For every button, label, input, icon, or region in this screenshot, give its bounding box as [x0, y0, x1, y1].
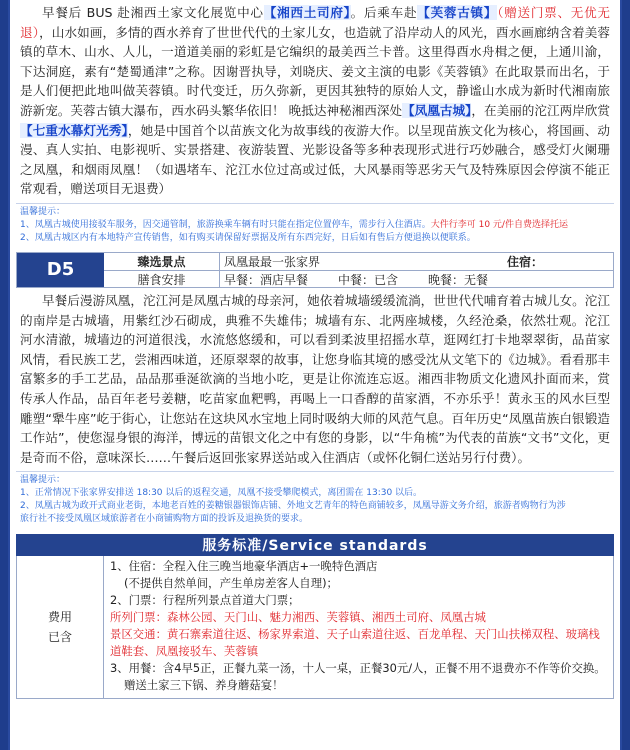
- ticket-list-label: 所列门票：: [110, 610, 167, 625]
- tip-line: 2、凤凰古城为政开式商业老街，本地老百姓的姜糖银器银饰店铺、外地文艺青年的特色商铺较多，凤凰导游文务介绍，旅游者购物行为涉: [20, 501, 566, 512]
- tips-block-2: [16, 471, 614, 530]
- lunch-value: 中餐：已含: [338, 272, 399, 287]
- fee-label-line1: 费用: [47, 610, 72, 625]
- day-badge: D5: [17, 253, 104, 287]
- tip-line: [20, 219, 610, 232]
- highlight-light-show: 【七重水幕灯光秀】: [20, 122, 128, 138]
- spots-label: 臻选景点: [104, 253, 220, 270]
- ticket-list-value: 森林公园、天门山、魅力湘西、芙蓉镇、湘西土司府、凤凰古城: [166, 610, 486, 625]
- highlight-furong-town: 【芙蓉古镇】: [417, 5, 498, 20]
- fee-item-meals: 3、用餐：含4早5正，正餐九菜一汤，十人一桌，正餐30元/人，正餐不用不退费亦不作等价交换。: [110, 661, 606, 676]
- tips-title: 温馨提示：: [20, 475, 66, 486]
- tips-title: 温馨提示：: [20, 206, 66, 217]
- day5-info-grid: [104, 253, 613, 287]
- fee-item-hotel-note: (不提供自然单间，产生单房差客人自理)；: [124, 576, 338, 591]
- highlight-fenghuang: 【凤凰古城】: [402, 102, 472, 118]
- fee-item-hotel: 1、住宿：全程入住三晚当地豪华酒店+一晚特色酒店: [110, 559, 378, 574]
- meals-label: 膳食安排: [104, 271, 220, 288]
- fee-label: [17, 556, 104, 698]
- fee-item-transport: [110, 626, 607, 660]
- tip-luggage: 大件行李可 10 元/件自费选择托运: [430, 219, 568, 230]
- fee-label-line2: 已含: [47, 630, 72, 645]
- day5-header: [16, 252, 614, 288]
- tips-block-1: [16, 203, 614, 249]
- tip-text: 1、凤凰古城使用接驳车服务，因交通管制，旅游换乘车辆有时只能在指定位置停车，需步行入住酒店。: [20, 219, 431, 230]
- transport-value: 黄石寨索道往返、杨家界索道、天子山索道往返、百龙单程、天门山扶梯双程、玻璃栈道鞋套、凤凰接驳车、芙蓉镇: [110, 627, 600, 659]
- text-segment: 早餐后 BUS 赴湘西土家文化展览中心: [42, 5, 264, 20]
- text-segment: ，山水如画，多情的酉水养育了世世代代的土家儿女，也造就了沿岸动人的风光，酉水画廊纳含着美蓉镇的草木、山水、人儿，一道道美丽的彩虹是它编织的最美西兰卡普。这里得酉水舟楫之便，上通川渝，下达洞庭，素有“楚蜀通津”之称。因谢晋执导，刘晓庆、姜文主演的电影《芙蓉镇》在此取景而出名，于是人们便把此地叫做芙蓉镇。时代变迁，历久弥新，更因其独特的原始人文，静谧山水成为新时代湘南旅游新宠。芙蓉古镇大瀑布，西水码头繁华依旧！ 晚抵达神秘湘西深处: [20, 24, 611, 118]
- fee-item-gift: 赠送土家三下锅、养身蘑菇宴！: [124, 678, 284, 693]
- fee-item-ticket-list: [110, 609, 607, 626]
- highlight-tusi-palace: 【湘西土司府】: [263, 5, 351, 20]
- text-segment: ，在美丽的沱江两岸欣赏: [471, 102, 611, 118]
- free-ticket-note: （赠送门票、无优无退）: [20, 5, 611, 40]
- text-segment: ，她是中国首个以苗族文化为故事线的夜游大作。以呈现苗族文化为核心，将国画、动漫、真人实拍、电影视听、实景搭建、夜游装置、光影设备等多种表现形式进行巧妙融合，感受灯火阑珊之凤凰，和烟雨凤凰！（如遇堵车、沱江水位过高或过低，大风暴雨等恶劣天气及特殊原因会停演不能正常观看，赠送项目无退费）: [20, 122, 611, 197]
- fee-details: [104, 556, 613, 698]
- dinner-value: 晚餐：无餐: [428, 272, 489, 287]
- tip-line: 2、凤凰古城区内有本地特产宣传销售，如有购买请保留好票据及所有东西完好，日后如有售后方便退换以便联系。: [20, 232, 476, 243]
- tip-line: 旅行社不接受凤凰区域旅游者在小商铺购物方面的投诉及退换货的要求。: [20, 514, 309, 525]
- hotel-label: 住宿：: [506, 254, 543, 269]
- tip-line: 1、正常情况下张家界安排送 18:30 以后的返程交通，凤凰不接受攀爬模式，离团需在 13:30 以后。: [20, 488, 423, 499]
- text-segment: 。后乘车赴: [350, 5, 418, 20]
- itinerary-page: [8, 0, 622, 750]
- day5-description: 早餐后漫游凤凰，沱江河是凤凰古城的母亲河，她依着城墙缓缓流淌，世世代代哺育着古城儿女。沱江的南岸是古城墙，用紫红沙石砌成，典雅不失雄伟；城墙有东、北两座城楼，久经沧桑，依然壮观。沱江河水清澈，城墙边的河道很浅，水流悠悠缓和，可以看到柔波里招摇水草，逛网红打卡地翠翠街，品苗家风情，看民族工艺，尝湘西味道，还原翠翠的故事，让您身临其境的感受沈从文笔下的《边城》。看看那丰富繁多的手工艺品，品品那垂涎欲滴的当地小吃，更是让你流连忘返。湘西非物质文化遗风扑面而来，赏传承人作品，品百年老号姜糖，吃苗家血粑鸭，再喝上一口香醇的苗家酒，不亦乐乎！黄永玉的风水巨型雕塑“犟牛座”屹于街心，让您站在这块风水宝地上同时吸纳大师的风范气息。百年历史“凤凰苗族白银锻造工作站”，使您湿身银的海洋，博远的苗银文化之中有您的身影，以“牛角梳”为代表的苗族“文书”文化，更是奇而不俗，意味深长……午餐后返回张家界送站或入住酒店（或怀化铜仁送站另行付费）。: [20, 292, 610, 465]
- transport-label: 景区交通：: [110, 627, 167, 642]
- service-standards-banner: 服务标准/Service standards: [16, 534, 614, 556]
- fee-included-table: [16, 556, 614, 699]
- day4-description: [10, 0, 620, 203]
- breakfast-value: 早餐：酒店早餐: [224, 272, 309, 287]
- fee-item-tickets: 2、门票：行程所列景点首道大门票；: [110, 593, 300, 608]
- spots-value: 凤凰最最一张家界: [224, 254, 321, 269]
